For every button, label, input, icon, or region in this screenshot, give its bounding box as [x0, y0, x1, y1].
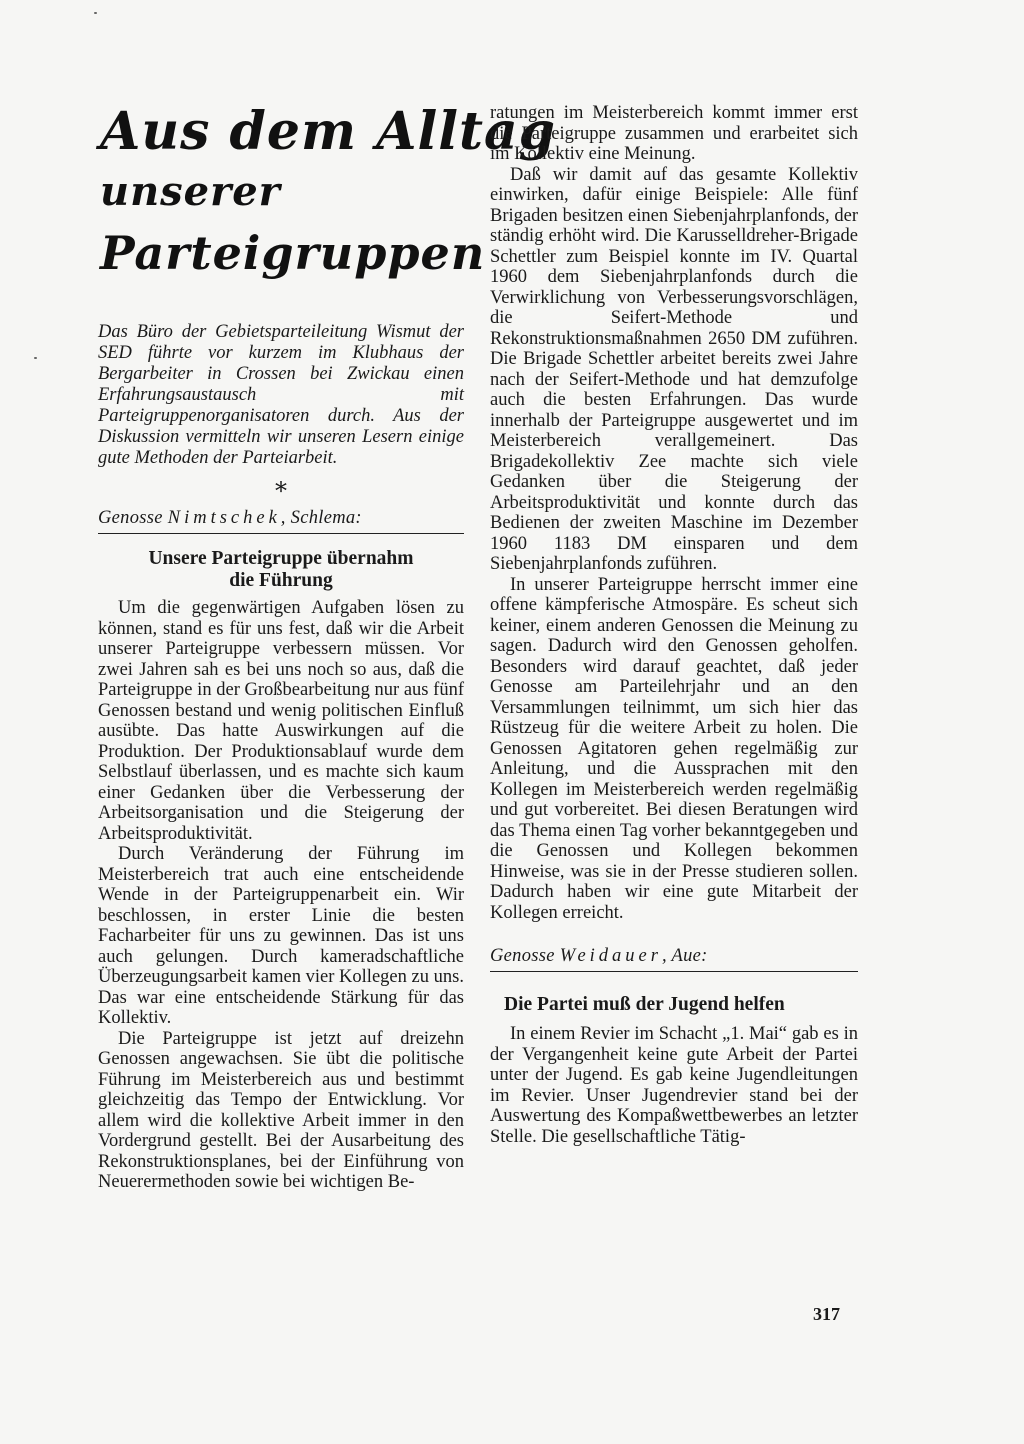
byline-prefix: Genosse	[490, 946, 555, 966]
paragraph: In unserer Parteigruppe herrscht immer eine offene kämpferische Atmospäre. Es scheut sich keiner, einem anderen Genossen die Meinung zu sagen. Dadurch wird den Genossen geholfen. Besonders wird darauf geachtet, daß jeder Genosse am Parteilehrjahr und an den Versammlungen teilnimmt, um sich hier das Rüstzeug für die weitere Arbeit zu holen. Die Genossen Agitatoren gehen regelmäßig zur Anleitung, und die Aussprachen mit den Kollegen im Meisterbereich werden regelmäßig und gut vorbereitet. Bei diesen Beratungen wird das Thema einen Tag vorher bekanntgegeben und die Genossen und Kollegen bekommen Hinweise, was sie in der Presse studieren sollen. Dadurch haben wir eine gute Mitarbeit der Kollegen erreicht.	[490, 574, 858, 923]
byline-place: , Aue:	[661, 946, 708, 966]
headline-line-1: Aus dem Alltag	[100, 101, 557, 162]
paragraph: Daß wir damit auf das gesamte Kollektiv einwirken, dafür einige Beispiele: Alle fünf Brigaden besitzen einen Siebenjahrplanfonds, der ständig erhöht wird. Die Karusselldreher-Brigade Schettler zum Beispiel konnte im IV. Quartal 1960 dem Siebenjahrplanfonds durch die Verwirklichung von Verbesserungsvorschlägen, die Seifert-Methode und Rekonstruktionsmaßnahmen 2650 DM zuführen. Die Brigade Schettler arbeitet bereits zwei Jahre nach der Seifert-Methode und hat demzufolge auch die besten Erfahrungen. Das wurde innerhalb der Parteigruppe ausgewertet und im Meisterbereich verallgemeinert. Das Brigadekollektiv Zee machte sich viele Gedanken über die Steigerung der Arbeitsproduktivität und konnte durch das Bedienen der zweiten Maschine im Dezember 1960 1183 DM einsparen und dem Siebenjahrplanfonds zuführen.	[490, 164, 858, 574]
paragraph: Um die gegenwärtigen Aufgaben lösen zu können, stand es für uns fest, daß wir die Arbeit unserer Parteigruppe verbessern müssen. Vor zwei Jahren sah es bei uns noch so aus, daß die Parteigruppe in der Großbearbeitung nur aus fünf Genossen bestand und wenig politischen Einfluß ausübte. Das hatte Auswirkungen auf die Produktion. Der Produktionsablauf wurde dem Selbstlauf überlassen, und es machte sich kaum einer Gedanken über die Verbesserung der Arbeitsorganisation und die Steigerung der Arbeitsproduktivität.	[98, 598, 464, 844]
byline-name: Weidauer	[559, 946, 662, 966]
section1-body-right	[490, 103, 858, 923]
headline-line-2: unserer	[100, 168, 281, 215]
section1-heading-line-1: Unsere Parteigruppe übernahm	[148, 548, 414, 569]
byline-weidauer	[490, 945, 858, 972]
page-number: 317	[813, 1304, 840, 1324]
byline-name: Nimtschek	[167, 508, 281, 528]
paragraph: Durch Veränderung der Führung im Meisterbereich trat auch eine entscheidende Wende in der Parteigruppenarbeit ein. Wir beschlossen, in erster Linie die besten Facharbeiter für uns zu gewinnen. Das ist uns auch gelungen. Durch kameradschaftliche Überzeugungsarbeit kamen vier Kollegen zu uns. Das war eine entscheidende Stärkung für das Kollektiv.	[98, 844, 464, 1028]
section-separator: *	[275, 477, 287, 505]
paragraph: In einem Revier im Schacht „1. Mai“ gab es in der Vergangenheit keine gute Arbeit der Partei unter der Jugend. Es gab keine Jugendleitungen im Revier. Unser Jugendrevier stand bei der Auswertung des Kompaßwettbewerbes an letzter Stelle. Die gesellschaftliche Tätig-	[490, 1024, 858, 1147]
section1-heading	[98, 548, 464, 592]
paragraph-continued: ratungen im Meisterbereich kommt immer erst die Parteigruppe zusammen und erarbeitet sich im Kollektiv eine Meinung.	[490, 103, 858, 164]
article-headline	[100, 100, 557, 286]
article-intro	[98, 322, 464, 469]
byline-prefix: Genosse	[98, 508, 163, 528]
byline-place: , Schlema:	[280, 508, 362, 528]
headline-line-3: Parteigruppen	[100, 226, 486, 280]
scan-speck	[34, 357, 37, 359]
section1-heading-line-2: die Führung	[229, 570, 333, 591]
section2-body	[490, 1024, 858, 1147]
left-column	[98, 100, 557, 1193]
intro-text: Das Büro der Gebietsparteileitung Wismut der SED führte vor kurzem im Klubhaus der Bergarbeiter in Crossen bei Zwickau einen Erfahrungsaustausch mit Parteigruppenorganisatoren durch. Aus der Diskussion vermitteln wir unseren Lesern einige gute Methoden der Parteiarbeit.	[98, 322, 464, 468]
section2-heading: Die Partei muß der Jugend helfen	[504, 994, 785, 1015]
scan-speck	[94, 12, 97, 14]
paragraph: Die Parteigruppe ist jetzt auf dreizehn Genossen angewachsen. Sie übt die politische Führung im Meisterbereich aus und bestimmt gleichzeitig das Tempo der Entwicklung. Vor allem wird die kollektive Arbeit immer in den Vordergrund gestellt. Bei der Ausarbeitung des Rekonstruktionsplanes, bei der Einführung von Neuerermethoden sowie bei wichtigen Be-	[98, 1028, 464, 1192]
section1-body-left	[98, 598, 464, 1193]
byline-nimtschek	[98, 507, 464, 534]
right-column	[490, 103, 858, 1147]
